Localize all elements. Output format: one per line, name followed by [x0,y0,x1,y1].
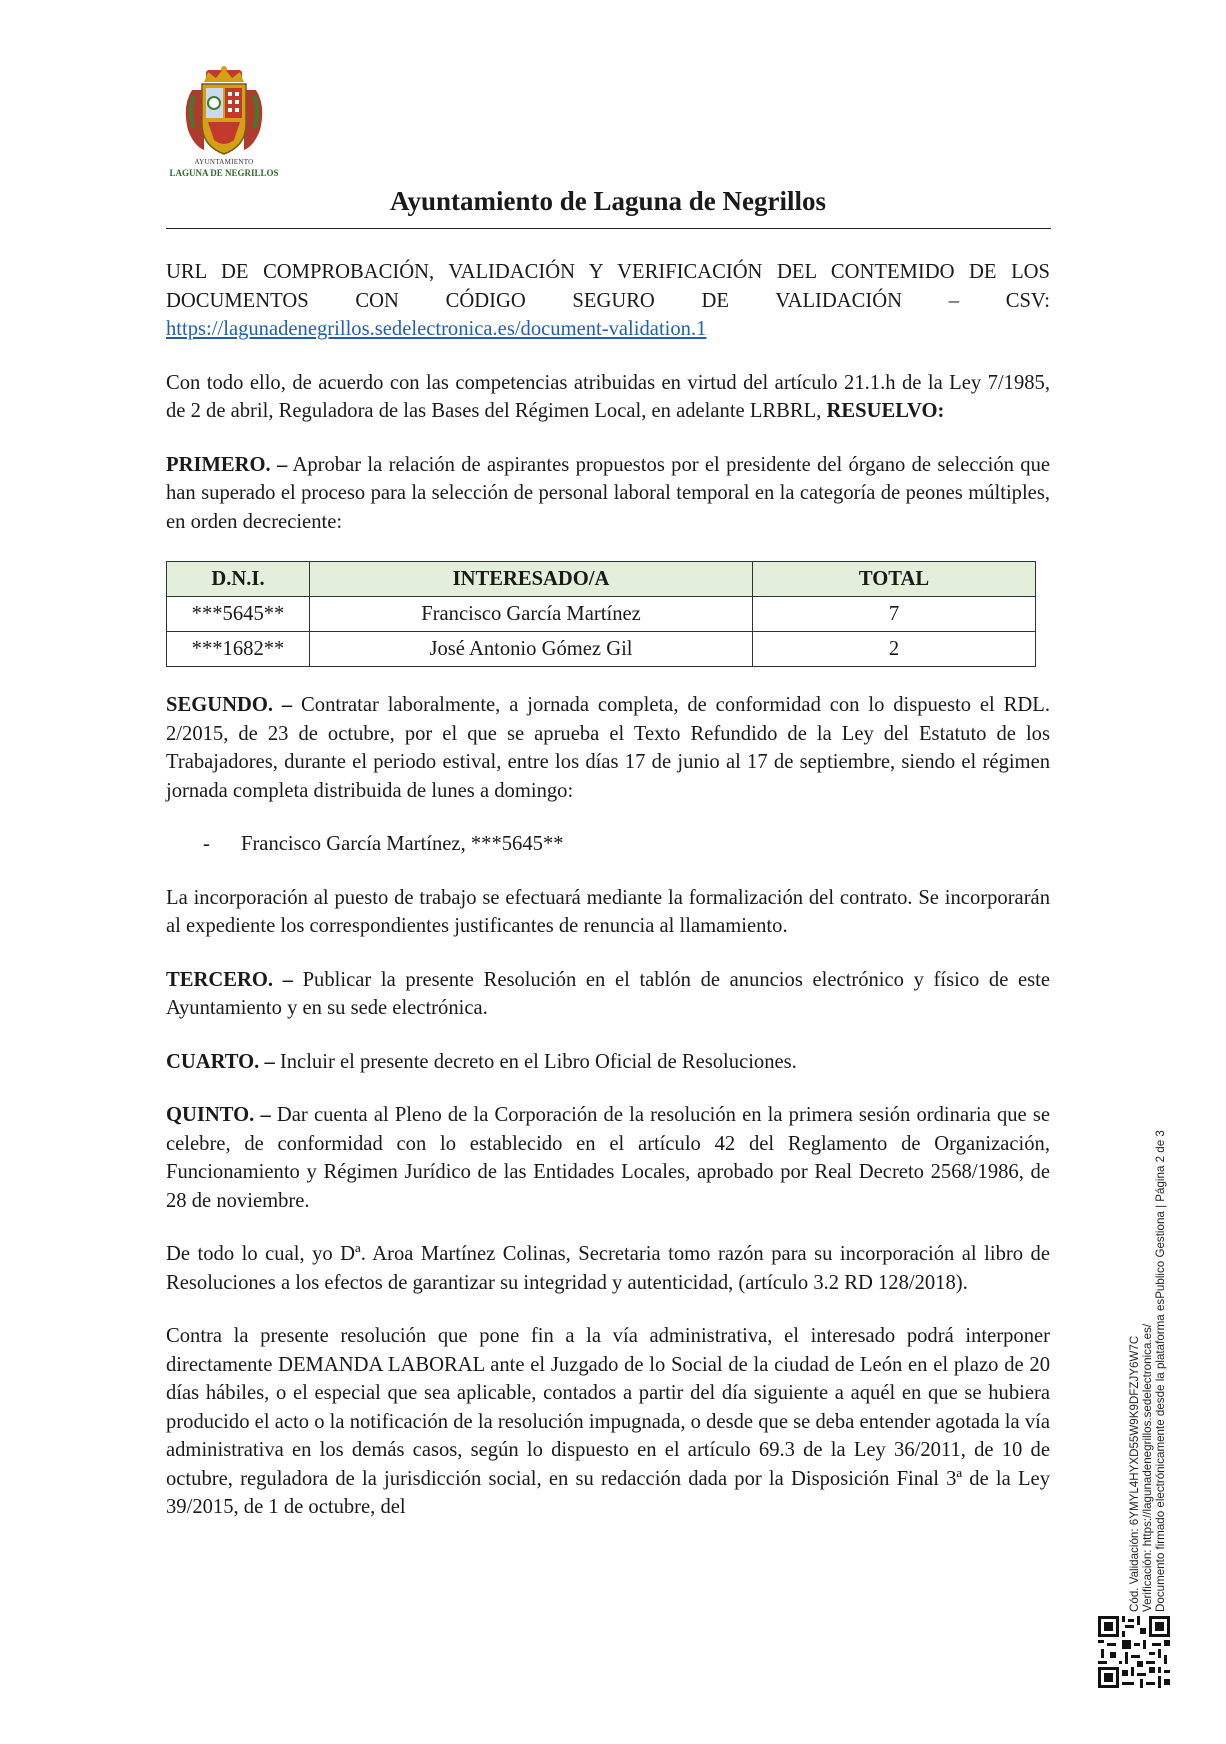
cell-interesado: Francisco García Martínez [310,597,753,632]
cuarto-text: Incluir el presente decreto en el Libro Oficial de Resoluciones. [279,1050,797,1073]
cuarto-label: CUARTO. – [166,1050,275,1073]
cell-interesado: José Antonio Gómez Gil [310,632,753,667]
validation-code: Cód. Validación: 6YMYL4HYXD55W9K9DFZJY6W7C [1128,1335,1141,1612]
tercero-paragraph [166,966,1050,1023]
candidates-table [166,561,1036,667]
validation-link[interactable]: https://lagunadenegrillos.sedelectronica.es/document-validation.1 [166,318,707,340]
competencias-text: Con todo ello, de acuerdo con las competencias atribuidas en virtud del artículo 21.1.h de la Ley 7/1985, de 2 de abril, Reguladora de las Bases del Régimen Local, en adelante LRBRL, [166,371,1050,422]
incorporacion-paragraph: La incorporación al puesto de trabajo se efectuará mediante la formalización del contrato. Se incorporarán al expediente los correspondientes justificantes de renuncia al llamamiento. [166,886,1050,937]
coat-of-arms-icon [164,66,284,158]
column-header-dni: D.N.I. [167,562,310,597]
logo-caption-small: AYUNTAMIENTO [194,158,254,166]
table-row [167,632,1036,667]
cell-dni: ***5645** [167,597,310,632]
resuelvo-label: RESUELVO: [826,400,945,422]
cell-total: 2 [753,632,1036,667]
quinto-label: QUINTO. – [166,1104,271,1126]
header-divider [166,228,1051,229]
cuarto-paragraph [166,1048,1050,1077]
column-header-interesado: INTERESADO/A [310,562,753,597]
tercero-label: TERCERO. – [166,968,293,991]
recurso-paragraph: Contra la presente resolución que pone fin a la vía administrativa, el interesado podrá interponer directamente DEMANDA LABORAL ante el Juzgado de lo Social de la ciudad de León en el plazo de 20 días hábiles, o el especial que sea aplicable, contados a partir del día siguiente a aquél en que se hubiera producido el acto o la notificación de la resolución impugnada, o desde que se deba entender agotada la vía administrativa en los demás casos, según lo dispuesto en el artículo 69.3 de la Ley 36/2011, de 10 de octubre, reguladora de la jurisdicción social, en su redacción dada por la Disposición Final 3ª de la Ley 39/2015, de 1 de octubre, del [166,1325,1050,1518]
list-item [166,830,1050,859]
segundo-label: SEGUNDO. – [166,694,293,716]
verification-url: Verificación: https://lagunadenegrillos.sedelectronica.es/ [1141,1323,1154,1612]
document-body [166,258,1050,1547]
logo-caption-name: LAGUNA DE NEGRILLOS [169,168,279,178]
validation-side-text [1128,1130,1167,1612]
segundo-paragraph [166,691,1050,805]
secretaria-paragraph: De todo lo cual, yo Dª. Aroa Martínez Colinas, Secretaria tomo razón para su incorporación al libro de Resoluciones a los efectos de garantizar su integridad y autenticidad, (artículo 3.2 RD 128/2018). [166,1243,1050,1294]
url-heading: URL DE COMPROBACIÓN, VALIDACIÓN Y VERIFICACIÓN DEL CONTEMIDO DE LOS DOCUMENTOS CON CÓDIGO SEGURO DE VALIDACIÓN – CSV: [166,261,1050,312]
column-header-total: TOTAL [753,562,1036,597]
table-row [167,597,1036,632]
competencias-paragraph [166,369,1050,426]
municipal-logo [164,66,284,184]
page-title: Ayuntamiento de Laguna de Negrillos [389,186,827,216]
primero-text: Aprobar la relación de aspirantes propuestos por el presidente del órgano de selección que han superado el proceso para la selección de personal laboral temporal en la categoría de peones múltiples, en orden decreciente: [166,453,1051,533]
bullet-dash: - [203,833,210,855]
cell-total: 7 [753,597,1036,632]
primero-label: PRIMERO. – [166,453,288,476]
table-header-row [167,562,1036,597]
qr-code-icon [1098,1616,1170,1688]
tercero-text: Publicar la presente Resolución en el tablón de anuncios electrónico y físico de este Ayuntamiento y en su sede electrónica. [166,968,1051,1019]
primero-paragraph [166,451,1050,537]
cell-dni: ***1682** [167,632,310,667]
quinto-text: Dar cuenta al Pleno de la Corporación de la resolución en la primera sesión ordinaria que se celebre, de conformidad con lo establecido en el artículo 42 del Reglamento de Organización, Funcionamiento y Régimen Jurídico de las Entidades Locales, aprobado por Real Decreto 2568/1986, de 28 de noviembre. [166,1104,1050,1212]
segundo-text: Contratar laboralmente, a jornada completa, de conformidad con lo dispuesto el RDL. 2/2015, de 23 de octubre, por el que se aprueba el Texto Refundido de la Ley del Estatuto de los Trabajadores, durante el periodo estival, entre los días 17 de junio al 17 de septiembre, siendo el régimen jornada completa distribuida de lunes a domingo: [166,694,1050,802]
bullet-text: Francisco García Martínez, ***5645** [241,833,564,855]
url-paragraph [166,258,1050,344]
quinto-paragraph [166,1101,1050,1215]
signature-page-info: Documento firmado electrónicamente desde la plataforma esPublico Gestiona | Página 2 de 3 [1154,1130,1167,1612]
